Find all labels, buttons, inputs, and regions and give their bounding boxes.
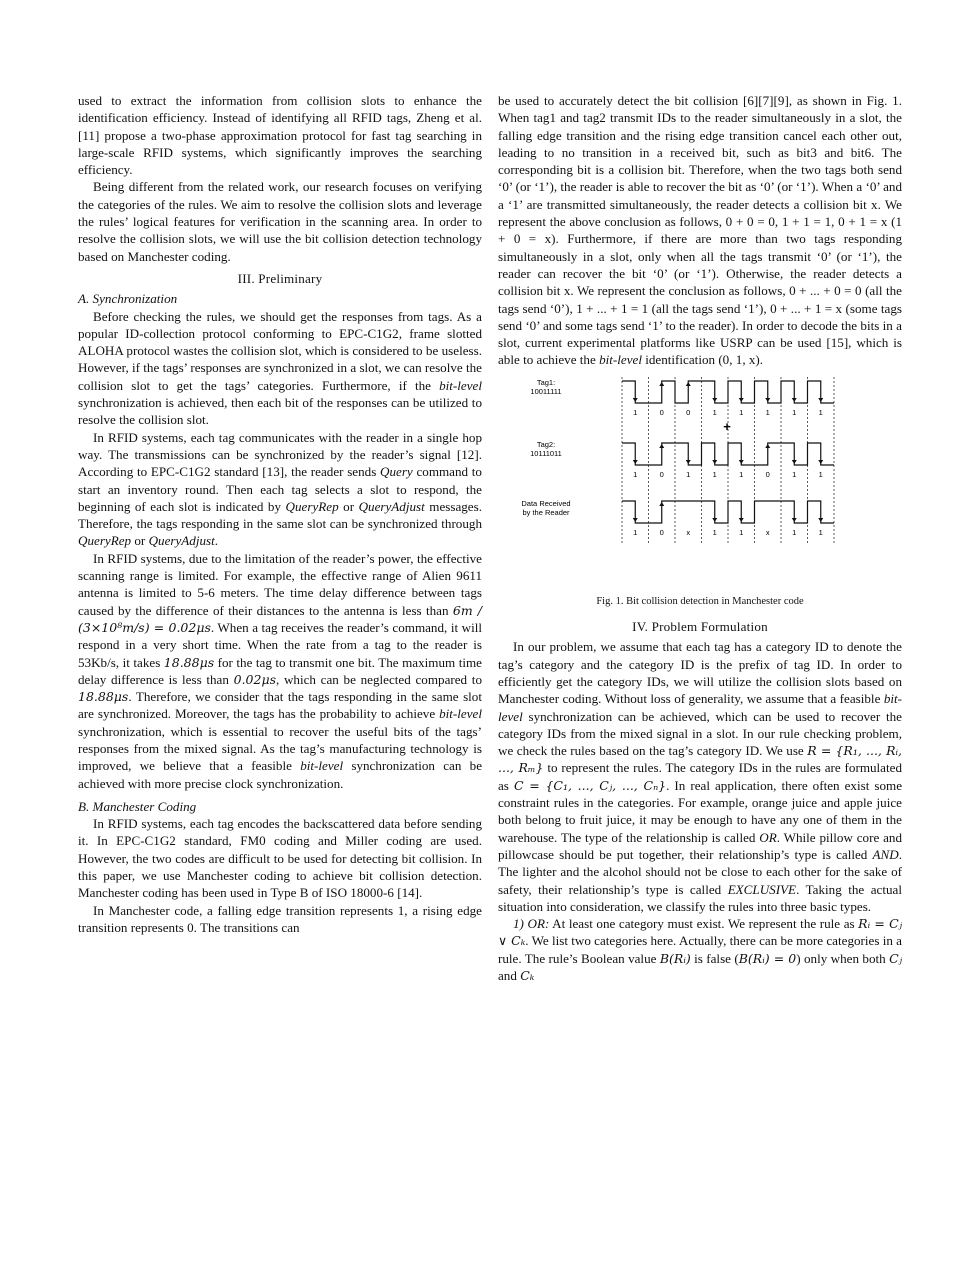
tag1-waveform bbox=[622, 381, 834, 403]
figure-caption: Fig. 1. Bit collision detection in Manchester code bbox=[596, 595, 804, 607]
received-waveform bbox=[622, 501, 834, 523]
paragraph: 1) OR: At least one category must exist. We represent the rule as Rᵢ = Cⱼ ∨ Cₖ. We list two categories here. Actually, there can be more categories in a rule. The rule’s Boolean value B(Rᵢ) is false (B(Rᵢ) = 0) only when both Cⱼ and Cₖ bbox=[498, 916, 902, 983]
received-bit-label: x bbox=[686, 527, 691, 537]
tag2-bit-label: 1 bbox=[818, 469, 823, 479]
tag1-bit-label: 1 bbox=[765, 407, 770, 417]
received-bit-label: 1 bbox=[792, 527, 797, 537]
right-column bbox=[498, 92, 902, 984]
left-column bbox=[78, 92, 482, 936]
paragraph: used to extract the information from collision slots to enhance the identification efficiency. Instead of identifying all RFID tags, Zheng et al. [11] propose a two-phase approximation protocol for fast tag searching in large-scale RFID systems, which significantly improves the searching efficiency. bbox=[78, 93, 482, 178]
tag2-bit-label: 1 bbox=[739, 469, 744, 479]
paragraph: be used to accurately detect the bit collision [6][7][9], as shown in Fig. 1. When tag1 and tag2 transmit IDs to the reader simultaneously in a slot, the falling edge transition and the rising edge transition cancel each other out, leading to no transition in a received bit, such as bit3 and bit6. The corresponding bit is a collision bit. Therefore, when the two tags both send ‘0’ (or ‘1’), the reader is able to recover the bit as ‘0’ (or ‘1’). When a ‘0’ and a ‘1’ are transmitted simultaneously, the reader detects a collision bit x. We represent the above conclusion as follows, 0 + 0 = 0, 1 + 1 = 1, 0 + 1 = x (1 + 0 = x). Furthermore, if there are more than two tags responding simultaneously in a slot, only when all the tags transmit ‘0’ (or ‘1’), the reader can recover the bit ‘0’ (or ‘1’). Otherwise, the reader detects a collision bit x. We represent the conclusion as follows, 0 + ... + 0 = 0 (all the tags send ‘0’), 1 + ... + 1 = 1 (all the tags send ‘1’), 0 + ... + 1 = x (some tags send ‘0’ and some tags send ‘1’ to the reader). In order to decode the bits in a slot, current experimental platforms like USRP can be used [15], which is able to achieve the bit-level identification (0, 1, x). bbox=[498, 93, 902, 368]
tag2-bit-label: 1 bbox=[686, 469, 691, 479]
plus-sign: + bbox=[723, 418, 731, 434]
tag1-bit-label: 1 bbox=[633, 407, 638, 417]
manchester-figure bbox=[498, 377, 902, 587]
tag1-bit-label: 0 bbox=[686, 407, 691, 417]
tag2-id: 10111011 bbox=[530, 448, 562, 458]
paragraph: In our problem, we assume that each tag has a category ID to denote the tag’s category and the category ID is the prefix of tag ID. In order to efficiently get the category IDs, we will utilize the collision slots based on Manchester coding. Without loss of generality, we assume that a feasible bit-level synchronization can be achieved, which can be used to recover the category IDs from the mixed signal in a slot. In our rule checking problem, we check the rules based on the tag’s category ID. We use R = {R₁, ..., Rᵢ, ..., Rₘ} to represent the rules. The category IDs in the rules are formulated as C = {C₁, ..., Cⱼ, ..., Cₙ}. In real application, there often exist some constraint rules in the categories. For example, orange juice and apple juice both belong to fruit juice, it may be enough to have any one of them in the warehouse. The type of the relationship is called OR. While pillow core and pillowcase should be put together, their relationship’s type is called AND. The lighter and the alcohol should not be close to each other for the sake of safety, their relationship’s type is called EXCLUSIVE. Taking the actual situation into consideration, we classify the rules into three basic types. bbox=[498, 639, 903, 914]
received-bit-label: 1 bbox=[712, 527, 717, 537]
receiver-label: Data Received bbox=[521, 498, 571, 508]
tag1-id: 10011111 bbox=[530, 386, 562, 396]
section-heading: III. Preliminary bbox=[237, 270, 323, 286]
received-bit-label: 1 bbox=[818, 527, 823, 537]
paragraph: In Manchester code, a falling edge transition represents 1, a rising edge transition represents 0. The transitions can bbox=[78, 902, 482, 935]
received-bit-label: 1 bbox=[633, 527, 638, 537]
tag2-waveform bbox=[622, 443, 834, 465]
received-bit-label: 1 bbox=[739, 527, 744, 537]
subsection-heading: A. Synchronization bbox=[78, 291, 178, 307]
paragraph: In RFID systems, each tag encodes the backscattered data before sending it. In EPC-C1G2 standard, FM0 coding and Miller coding are used. However, the two codes are difficult to be used for detecting bit collision. In this paper, we use Manchester coding to achieve bit collision detection. Manchester coding has been used in Type B of ISO 18000-6 [14]. bbox=[78, 816, 482, 901]
tag2-bit-label: 1 bbox=[633, 469, 638, 479]
tag1-bit-label: 1 bbox=[739, 407, 744, 417]
tag1-label: Tag1: bbox=[536, 377, 556, 387]
tag2-bit-label: 0 bbox=[659, 469, 664, 479]
paragraph: Before checking the rules, we should get the responses from tags. As a popular ID-collection protocol conforming to EPC-C1G2, frame slotted ALOHA protocol wastes the collision slot, which is considered to be useless. However, if the tags’ responses are synchronized in a slot, we can resolve the collision slot to get the tags’ categories. Furthermore, if the bit-level synchronization is achieved, then each bit of the responses can be utilized to resolve the collision slot. bbox=[78, 308, 482, 428]
tag2-label: Tag2: bbox=[536, 439, 556, 449]
received-bit-label: 0 bbox=[659, 527, 664, 537]
section-heading: IV. Problem Formulation bbox=[632, 619, 768, 635]
tag1-bit-label: 1 bbox=[792, 407, 797, 417]
tag2-bit-label: 1 bbox=[792, 469, 797, 479]
tag1-bit-label: 1 bbox=[712, 407, 717, 417]
tag2-bit-label: 0 bbox=[765, 469, 770, 479]
tag1-bit-label: 1 bbox=[818, 407, 823, 417]
paragraph: In RFID systems, due to the limitation of the reader’s power, the effective scanning range is limited. For example, the effective range of Alien 9611 antenna is limited to 5-6 meters. The time delay difference between tags caused by the difference of their distances to the antenna is less than 6m / (3×10⁸m/s) = 0.02μs. When a tag receives the reader’s command, it will respond in a very short time. When the rate from a tag to the reader is 53Kb/s, it takes 18.88μs for the tag to transmit one bit. The maximum time delay difference is less than 0.02μs, which can be neglected compared to 18.88μs. Therefore, we consider that the tags responding in the same slot are synchronized. Moreover, the tags has the probability to achieve bit-level synchronization, which is essential to recover the useful bits of the tags’ responses from the mixed signal. As the tag’s manufacturing technology is improved, we believe that a feasible bit-level synchronization can be achieved with more precise clock synchronization. bbox=[78, 550, 483, 791]
receiver-label-line2: by the Reader bbox=[522, 507, 570, 517]
tag1-bit-label: 0 bbox=[659, 407, 664, 417]
manchester-diagram bbox=[498, 377, 902, 587]
subsection-heading: B. Manchester Coding bbox=[78, 798, 197, 814]
tag2-bit-label: 1 bbox=[712, 469, 717, 479]
paragraph: In RFID systems, each tag communicates with the reader in a single hop way. The transmissions can be synchronized by the reader’s signal [12]. According to EPC-C1G2 standard [13], the reader sends Query command to start an inventory round. Then each tag selects a slot to respond, the beginning of each slot is indicated by QueryRep or QueryAdjust messages. Therefore, the tags responding in the same slot can be synchronized through QueryRep or QueryAdjust. bbox=[78, 429, 482, 549]
received-bit-label: x bbox=[765, 527, 770, 537]
paragraph: Being different from the related work, our research focuses on verifying the categories of the rules. We aim to resolve the collision slots and leverage the rules’ logical features for verification in the scanning area. In order to resolve the collision slots, we will use the bit collision detection technology based on Manchester coding. bbox=[78, 179, 482, 264]
